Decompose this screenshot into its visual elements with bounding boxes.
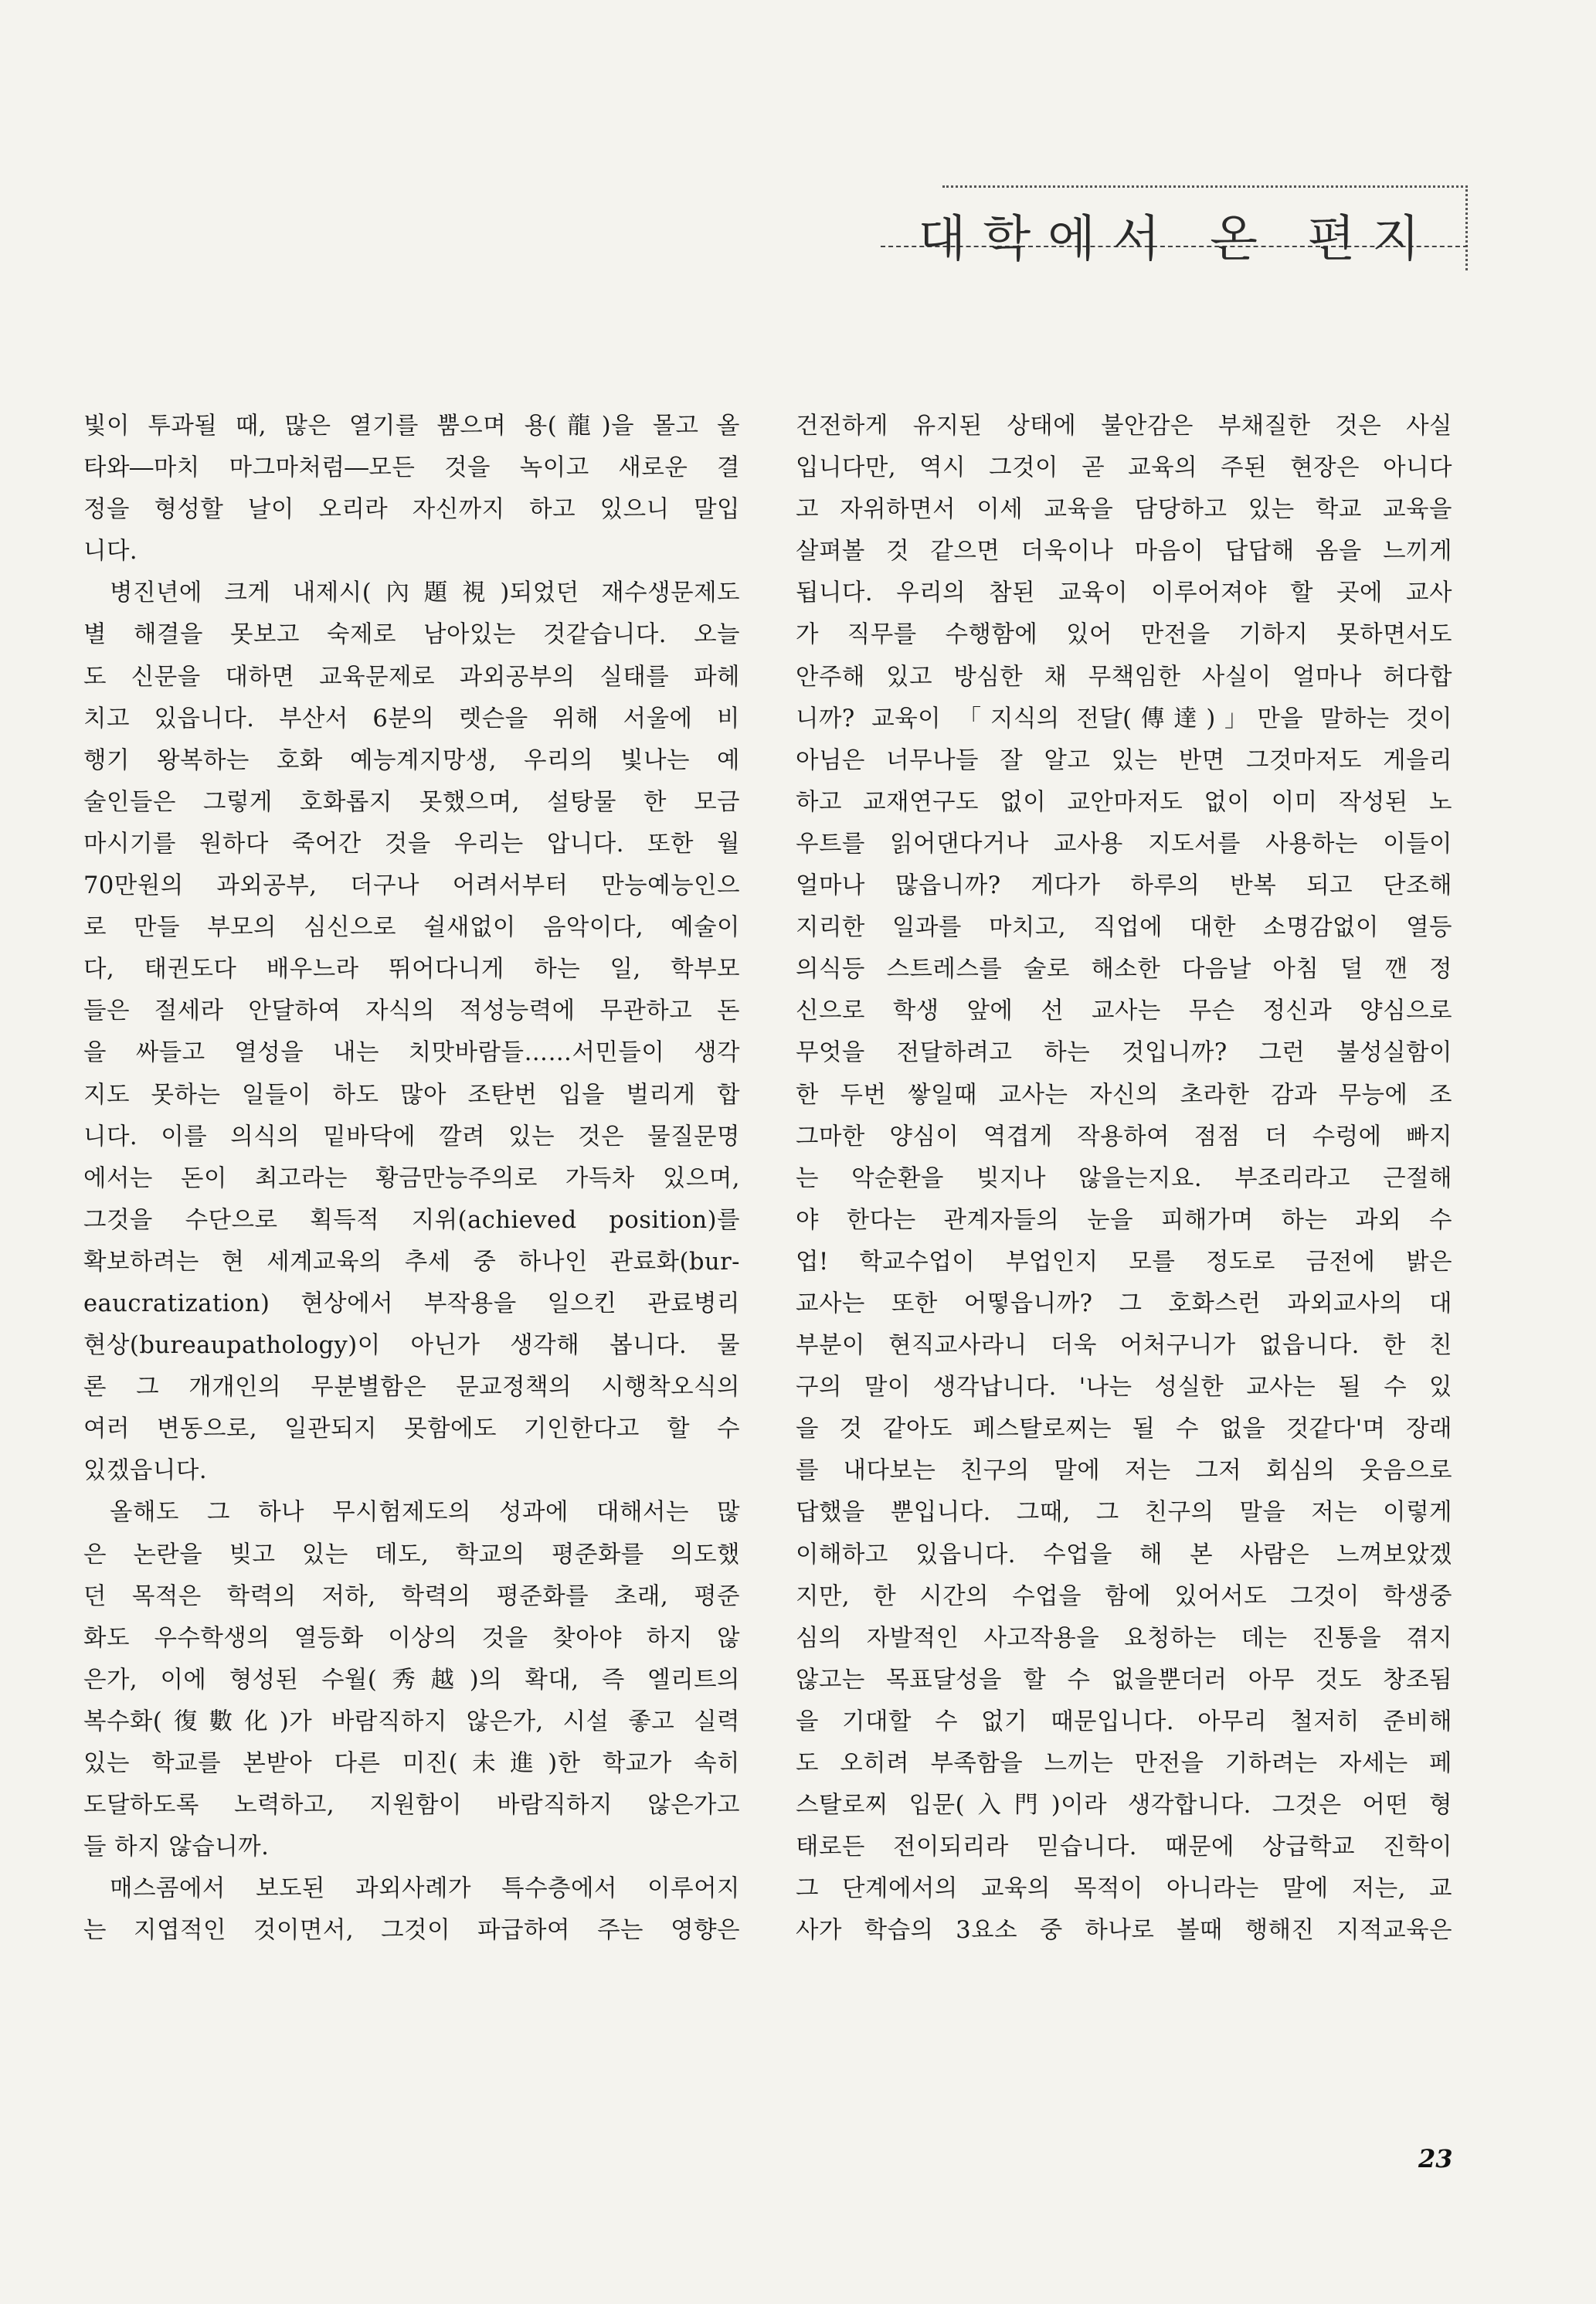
text-line: 를 내다보는 친구의 말에 저는 그저 회심의 웃음으로 xyxy=(796,1457,1452,1485)
column-heading-box xyxy=(881,185,1468,270)
text-line: 복수화(復數化)가 바람직하지 않은가, 시설 좋고 실력 xyxy=(83,1708,740,1735)
text-line: 빛이 투과될 때, 많은 열기를 뿜으며 용(龍)을 몰고 올 xyxy=(83,413,740,440)
heading-dotted-side xyxy=(1465,185,1468,270)
text-line: 은 논란을 빚고 있는 데도, 학교의 평준화를 의도했 xyxy=(83,1541,740,1568)
text-line: 니까? 교육이 「지식의 전달(傳達)」만을 말하는 것이 xyxy=(796,705,1452,732)
text-line: 그마한 양심이 역겹게 작용하여 점점 더 수렁에 빠지 xyxy=(796,1123,1452,1150)
text-line: 치고 있읍니다. 부산서 6분의 렛슨을 위해 서울에 비 xyxy=(83,705,740,732)
text-line: 안주해 있고 방심한 채 무책임한 사실이 얼마나 허다합 xyxy=(796,663,1452,691)
text-line: 않고는 목표달성을 할 수 없을뿐더러 아무 것도 창조됨 xyxy=(796,1666,1452,1694)
text-line: 올해도 그 하나 무시험제도의 성과에 대해서는 많 xyxy=(110,1499,740,1527)
text-line: 의식등 스트레스를 술로 해소한 다음날 아침 덜 깬 정 xyxy=(796,956,1452,984)
text-line: 론 그 개개인의 무분별함은 문교정책의 시행착오식의 xyxy=(83,1374,740,1402)
text-column-left xyxy=(83,406,740,1952)
text-line: 지만, 한 시간의 수업을 함에 있어서도 그것이 학생중 xyxy=(796,1582,1452,1610)
text-line: 부분이 현직교사라니 더욱 어처구니가 없읍니다. 한 친 xyxy=(796,1332,1452,1360)
text-line: 그것을 수단으로 획득적 지위(achieved position)를 xyxy=(83,1206,740,1234)
text-line: 있겠읍니다. xyxy=(83,1457,208,1485)
text-line: 확보하려는 현 세계교육의 추세 중 하나인 관료화(bur- xyxy=(83,1248,740,1276)
text-line: 태로든 전이되리라 믿습니다. 때문에 상급학교 진학이 xyxy=(796,1833,1452,1861)
text-line: 던 목적은 학력의 저하, 학력의 평준화를 초래, 평준 xyxy=(83,1582,740,1610)
text-line: 심의 자발적인 사고작용을 요청하는 데는 진통을 겪지 xyxy=(796,1624,1452,1652)
text-line: 야 한다는 관계자들의 눈을 피해가며 하는 과외 수 xyxy=(796,1206,1452,1234)
text-line: 은가, 이에 형성된 수월(秀越)의 확대, 즉 엘리트의 xyxy=(83,1666,740,1694)
text-line: 스탈로찌 입문(入門)이라 생각합니다. 그것은 어떤 형 xyxy=(796,1792,1452,1820)
text-line: 화도 우수학생의 열등화 이상의 것을 찾아야 하지 않 xyxy=(83,1624,740,1652)
page-number: 23 xyxy=(1418,2144,1453,2173)
text-line: 니다. xyxy=(83,538,138,566)
heading-dotted-border xyxy=(942,185,1468,188)
text-line: 정을 형성할 날이 오리라 자신까지 하고 있으니 말입 xyxy=(83,496,740,524)
text-line: 로 만들 부모의 심신으로 쉴새없이 음악이다, 예술이 xyxy=(83,914,740,942)
text-line: 사가 학습의 3요소 중 하나로 볼때 행해진 지적교육은 xyxy=(796,1917,1452,1945)
text-line: 건전하게 유지된 상태에 불안감은 부채질한 것은 사실 xyxy=(796,413,1452,440)
text-line: 입니다만, 역시 그것이 곧 교육의 주된 현장은 아니다 xyxy=(796,454,1452,482)
text-line: 우트를 읽어댄다거나 교사용 지도서를 사용하는 이들이 xyxy=(796,830,1452,858)
text-line: 이해하고 있읍니다. 수업을 해 본 사람은 느껴보았겠 xyxy=(796,1541,1452,1568)
text-line: 현상(bureaupathology)이 아닌가 생각해 봅니다. 물 xyxy=(83,1332,740,1360)
text-line: 는 악순환을 빚지나 않을는지요. 부조리라고 근절해 xyxy=(796,1164,1452,1192)
text-line: eaucratization) 현상에서 부작용을 일으킨 관료병리 xyxy=(83,1290,740,1317)
text-line: 한 두번 쌓일때 교사는 자신의 초라한 감과 무능에 조 xyxy=(796,1081,1452,1109)
text-line: 업! 학교수업이 부업인지 모를 정도로 금전에 밝은 xyxy=(796,1248,1452,1276)
text-line: 하고 교재연구도 없이 교안마저도 없이 이미 작성된 노 xyxy=(796,788,1452,816)
text-line: 을 기대할 수 없기 때문입니다. 아무리 철저히 준비해 xyxy=(796,1708,1452,1735)
text-line: 있는 학교를 본받아 다른 미진(未進)한 학교가 속히 xyxy=(83,1750,740,1777)
text-line: 무엇을 전달하려고 하는 것입니까? 그런 불성실함이 xyxy=(796,1039,1452,1067)
text-line: 마시기를 원하다 죽어간 것을 우리는 압니다. 또한 월 xyxy=(83,830,740,858)
text-line: 그 단계에서의 교육의 목적이 아니라는 말에 저는, 교 xyxy=(796,1875,1452,1903)
text-line: 병진년에 크게 내제시(內題視)되었던 재수생문제도 xyxy=(110,579,740,607)
text-line: 도 오히려 부족함을 느끼는 만전을 기하려는 자세는 페 xyxy=(796,1750,1452,1777)
text-line: 별 해결을 못보고 숙제로 남아있는 것같습니다. 오늘 xyxy=(83,621,740,649)
text-line: 에서는 돈이 최고라는 황금만능주의로 가득차 있으며, xyxy=(83,1164,740,1192)
text-line: 행기 왕복하는 호화 예능계지망생, 우리의 빛나는 예 xyxy=(83,746,740,774)
text-line: 매스콤에서 보도된 과외사례가 특수층에서 이루어지 xyxy=(110,1875,740,1903)
text-line: 여러 변동으로, 일관되지 못함에도 기인한다고 할 수 xyxy=(83,1415,740,1443)
text-line: 교사는 또한 어떻읍니까? 그 호화스런 과외교사의 대 xyxy=(796,1290,1452,1317)
text-column-right xyxy=(796,406,1452,1952)
text-line: 답했을 뿐입니다. 그때, 그 친구의 말을 저는 이렇게 xyxy=(796,1499,1452,1527)
text-line: 들 하지 않습니까. xyxy=(83,1833,270,1861)
text-line: 신으로 학생 앞에 선 교사는 무슨 정신과 양심으로 xyxy=(796,997,1452,1025)
text-line: 도달하도록 노력하고, 지원함이 바람직하지 않은가고 xyxy=(83,1792,740,1820)
text-line: 타와―마치 마그마처럼―모든 것을 녹이고 새로운 결 xyxy=(83,454,740,482)
text-line: 는 지엽적인 것이면서, 그것이 파급하여 주는 영향은 xyxy=(83,1917,740,1945)
text-line: 가 직무를 수행함에 있어 만전을 기하지 못하면서도 xyxy=(796,621,1452,649)
text-line: 고 자위하면서 이세 교육을 담당하고 있는 학교 교육을 xyxy=(796,496,1452,524)
text-line: 술인들은 그렇게 호화롭지 못했으며, 설탕물 한 모금 xyxy=(83,788,740,816)
text-line: 을 것 같아도 페스탈로찌는 될 수 없을 것같다'며 장래 xyxy=(796,1415,1452,1443)
text-line: 살펴볼 것 같으면 더욱이나 마음이 답답해 옴을 느끼게 xyxy=(796,538,1452,566)
text-line: 다, 태권도다 배우느라 뛰어다니게 하는 일, 학부모 xyxy=(83,956,740,984)
text-line: 얼마나 많읍니까? 게다가 하루의 반복 되고 단조해 xyxy=(796,872,1452,900)
text-line: 들은 절세라 안달하여 자식의 적성능력에 무관하고 돈 xyxy=(83,997,740,1025)
text-line: 지도 못하는 일들이 하도 많아 조탄번 입을 벌리게 합 xyxy=(83,1081,740,1109)
text-line: 을 싸들고 열성을 내는 치맛바람들……서민들이 생각 xyxy=(83,1039,740,1067)
text-line: 도 신문을 대하면 교육문제로 과외공부의 실태를 파헤 xyxy=(83,663,740,691)
column-title: 대학에서 온 편지 xyxy=(918,211,1437,268)
text-line: 지리한 일과를 마치고, 직업에 대한 소명감없이 열등 xyxy=(796,914,1452,942)
text-line: 구의 말이 생각납니다. '나는 성실한 교사는 될 수 있 xyxy=(796,1374,1452,1402)
text-line: 70만원의 과외공부, 더구나 어려서부터 만능예능인으 xyxy=(83,872,740,900)
text-line: 됩니다. 우리의 참된 교육이 이루어져야 할 곳에 교사 xyxy=(796,579,1452,607)
text-line: 니다. 이를 의식의 밑바닥에 깔려 있는 것은 물질문명 xyxy=(83,1123,740,1150)
text-line: 아님은 너무나들 잘 알고 있는 반면 그것마저도 게을리 xyxy=(796,746,1452,774)
